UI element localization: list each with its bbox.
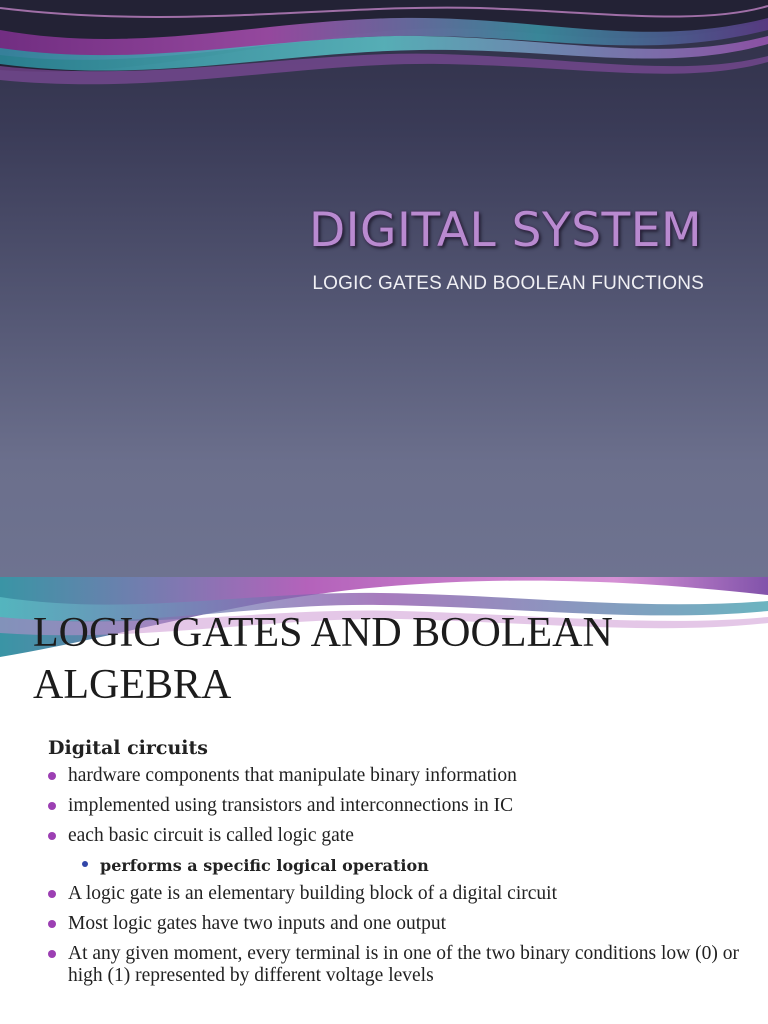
bullet-dot-icon bbox=[48, 832, 56, 840]
bullet-text: hardware components that manipulate binary information bbox=[68, 765, 517, 786]
slide-content bbox=[0, 577, 768, 1024]
slide-heading bbox=[33, 607, 753, 711]
bullet-text: implemented using transistors and interconnections in IC bbox=[68, 795, 514, 816]
sub-bullet-text: performs a specific logical operation bbox=[100, 856, 429, 875]
bullet-item bbox=[46, 795, 746, 817]
bullet-dot-icon bbox=[48, 920, 56, 928]
bullet-text: A logic gate is an elementary building block of a digital circuit bbox=[68, 883, 557, 904]
bullet-text: Most logic gates have two inputs and one output bbox=[68, 913, 447, 934]
bullet-list bbox=[46, 765, 746, 987]
bullet-dot-icon bbox=[48, 772, 56, 780]
bullet-dot-icon bbox=[48, 802, 56, 810]
bullet-item bbox=[46, 765, 746, 787]
decorative-wave-banner bbox=[0, 0, 768, 120]
slide-body bbox=[46, 737, 746, 995]
bullet-item bbox=[46, 825, 746, 847]
bullet-item bbox=[46, 883, 746, 905]
slide-subtitle-text: LOGIC GATES AND BOOLEAN FUNCTIONS bbox=[312, 273, 704, 294]
section-title: Digital circuits bbox=[48, 737, 208, 759]
sub-bullet-item bbox=[46, 855, 746, 877]
bullet-dot-icon bbox=[48, 950, 56, 958]
slide-title-text: DIGITAL SYSTEM bbox=[308, 203, 702, 258]
bullet-dot-icon bbox=[48, 890, 56, 898]
sub-bullet-dot-icon bbox=[82, 861, 88, 867]
bullet-item bbox=[46, 913, 746, 935]
bullet-text: each basic circuit is called logic gate bbox=[68, 825, 354, 846]
bullet-text: At any given moment, every terminal is in one of the two binary conditions low (0) or high (1) represented by different voltage levels bbox=[68, 943, 739, 986]
slide-heading-line1: LOGIC GATES AND BOOLEAN bbox=[33, 610, 613, 656]
bullet-item bbox=[46, 943, 746, 987]
slide-heading-line2: ALGEBRA bbox=[33, 662, 232, 708]
